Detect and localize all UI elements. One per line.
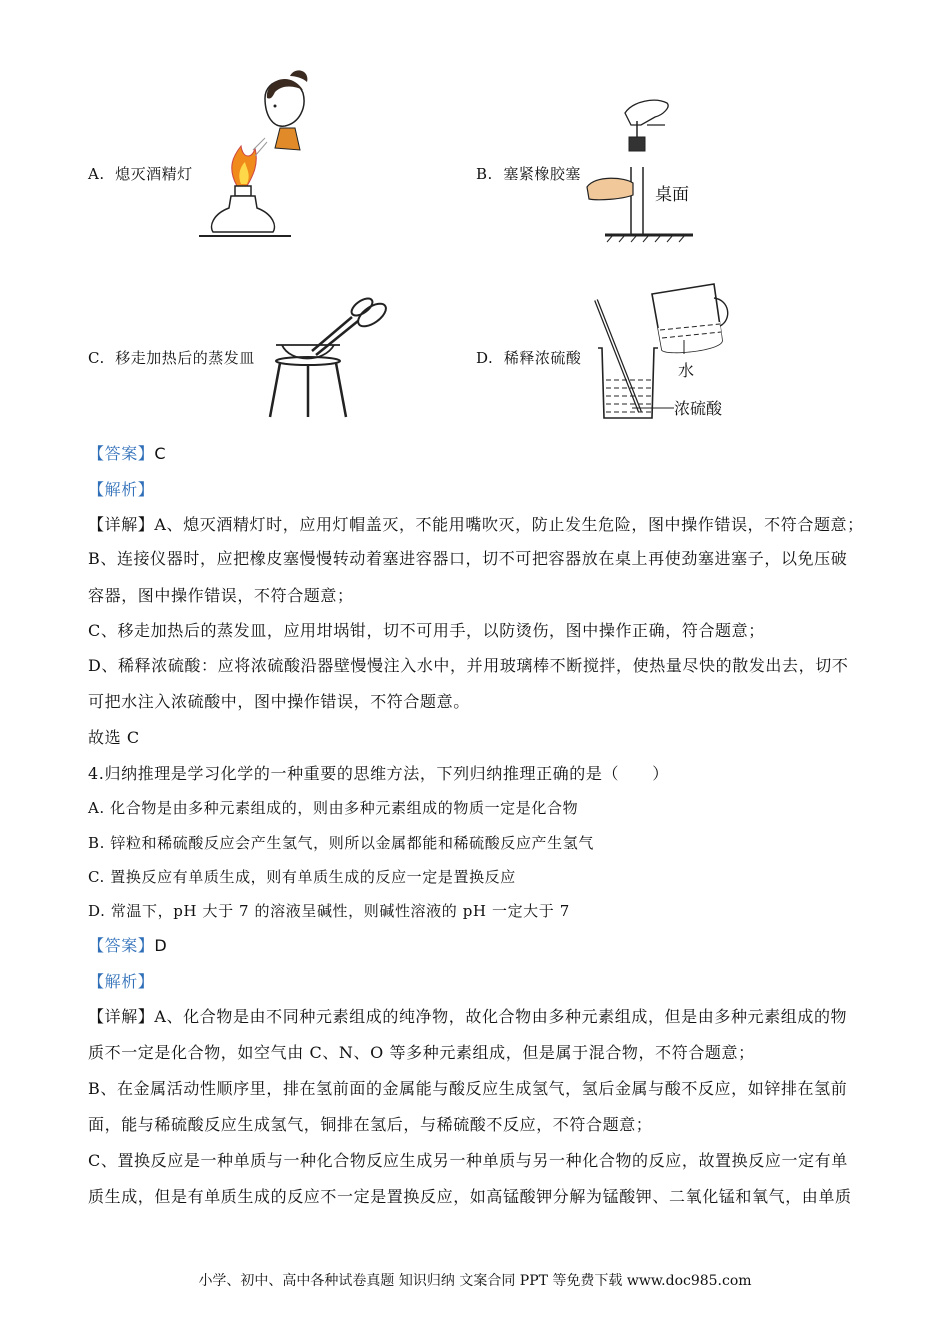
q4-option-a: A. 化合物是由多种元素组成的，则由多种元素组成的物质一定是化合物 (88, 799, 579, 817)
q4-option-d: D. 常温下，pH 大于 7 的溶液呈碱性，则碱性溶液的 pH 一定大于 7 (88, 902, 570, 920)
desk-label: 桌面 (655, 185, 689, 205)
q3-conclusion: 故选 C (88, 728, 140, 747)
q4-option-c: C. 置换反应有单质生成，则有单质生成的反应一定是置换反应 (88, 868, 516, 886)
q4-stem: 4.归纳推理是学习化学的一种重要的思维方法，下列归纳推理正确的是（ ） (88, 764, 669, 783)
figure-evaporating-dish (262, 293, 402, 421)
q3-detail-line-6: 可把水注入浓硫酸中，图中操作错误，不符合题意。 (88, 692, 470, 711)
acid-label: 浓硫酸 (674, 399, 723, 418)
q4-option-b: B. 锌粒和稀硫酸反应会产生氢气，则所以金属都能和稀硫酸反应产生氢气 (88, 834, 594, 852)
page-footer: 小学、初中、高中各种试卷真题 知识归纳 文案合同 PPT 等免费下载 www.doc985.com (198, 1273, 752, 1289)
q3-answer: 【答案】C (88, 444, 167, 463)
q4-detail-line-5: C、置换反应是一种单质与一种化合物反应生成另一种单质与另一种化合物的反应，故置换反应一定有单 (88, 1151, 848, 1170)
q3-detail-line-3: 容器，图中操作错误，不符合题意； (88, 586, 354, 605)
q3-detail-line-1: 【详解】A、熄灭酒精灯时，应用灯帽盖灭，不能用嘴吹灭，防止发生危险，图中操作错误，不符合题意； (88, 515, 864, 534)
q4-answer: 【答案】D (88, 936, 168, 955)
option-d-label: D. 稀释浓硫酸 (476, 349, 582, 367)
q4-detail-line-2: 质不一定是化合物，如空气由 C、N、O 等多种元素组成，但是属于混合物，不符合题意； (88, 1043, 755, 1062)
q3-detail-line-2: B、连接仪器时，应把橡皮塞慢慢转动着塞进容器口，切不可把容器放在桌上再使劲塞进塞子，以免压破 (88, 549, 848, 568)
option-a-label: A. 熄灭酒精灯 (88, 165, 193, 183)
option-b-label: B. 塞紧橡胶塞 (476, 165, 581, 183)
q3-detail-line-4: C、移走加热后的蒸发皿，应用坩埚钳，切不可用手，以防烫伤，图中操作正确，符合题意； (88, 621, 765, 640)
figure-alcohol-lamp (195, 68, 315, 240)
q4-analysis-tag: 【解析】 (88, 972, 155, 991)
q4-detail-line-6: 质生成，但是有单质生成的反应不一定是置换反应，如高锰酸钾分解为锰酸钾、二氧化锰和氧气，由单质 (88, 1187, 852, 1206)
q4-detail-line-3: B、在金属活动性顺序里，排在氢前面的金属能与酸反应生成氢气，氢后金属与酸不反应，如锌排在氢前 (88, 1079, 848, 1098)
q4-detail-line-4: 面，能与稀硫酸反应生成氢气，铜排在氢后，与稀硫酸不反应，不符合题意； (88, 1115, 653, 1134)
figure-dilute-acid (592, 280, 742, 422)
option-c-label: C. 移走加热后的蒸发皿 (88, 349, 255, 367)
q3-detail-line-5: D、稀释浓硫酸：应将浓硫酸沿器壁慢慢注入水中，并用玻璃棒不断搅拌，使热量尽快的散发出去，切不 (88, 656, 849, 675)
water-label: 水 (678, 361, 695, 380)
figure-rubber-stopper (585, 95, 695, 243)
q4-detail-line-1: 【详解】A、化合物是由不同种元素组成的纯净物，故化合物由多种元素组成，但是由多种元素组成的物 (88, 1007, 848, 1026)
q3-analysis-tag: 【解析】 (88, 480, 155, 499)
